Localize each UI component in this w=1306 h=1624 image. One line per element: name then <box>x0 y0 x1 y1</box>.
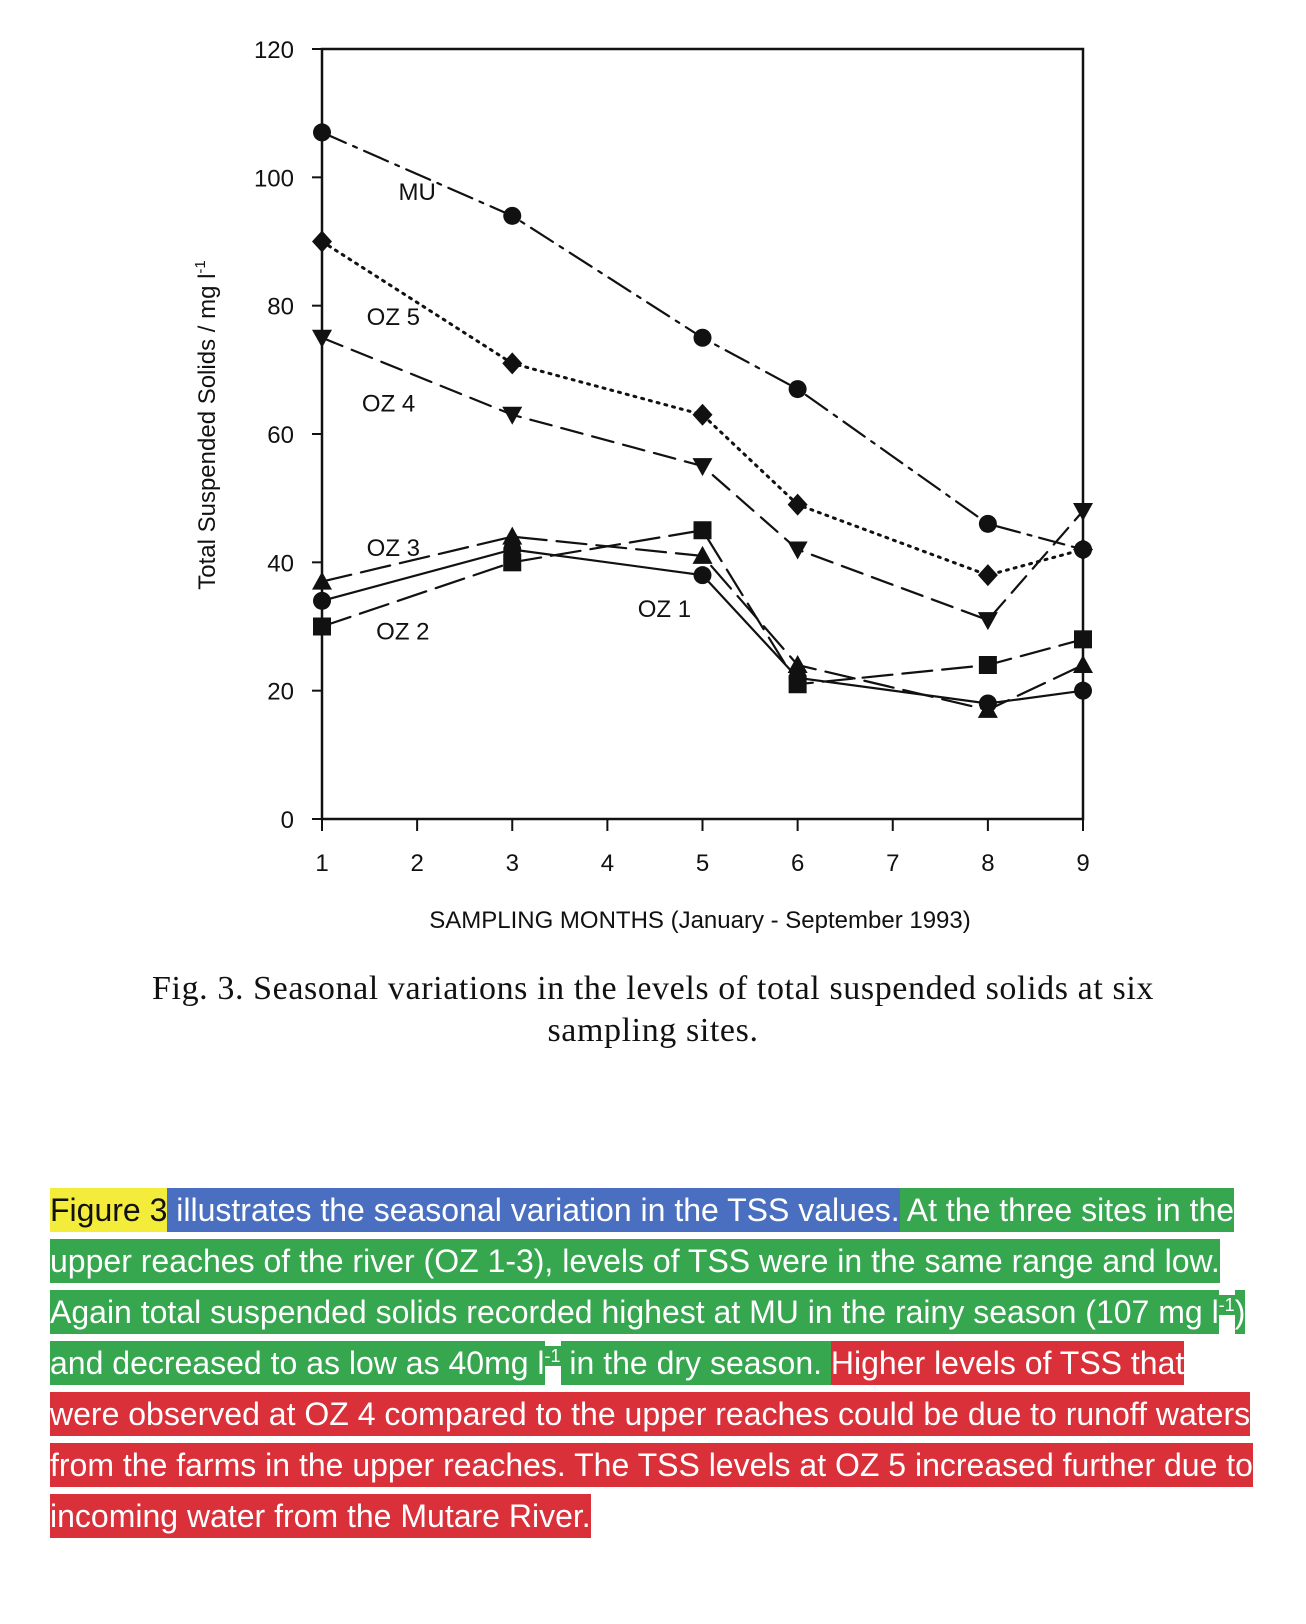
marker-oz2 <box>1074 630 1092 648</box>
marker-oz3 <box>1073 655 1093 673</box>
x-tick-label: 6 <box>790 850 805 877</box>
x-tick-label: 1 <box>315 850 329 877</box>
chart-series-labels <box>362 179 691 646</box>
marker-oz2 <box>313 618 331 636</box>
series-label-mu: MU <box>398 178 436 206</box>
paragraph-segment: illustrates the seasonal variation in the TSS values. <box>167 1188 899 1232</box>
marker-oz1 <box>694 566 712 584</box>
x-tick-label: 5 <box>695 850 710 877</box>
plot-frame <box>322 49 1083 819</box>
marker-oz1 <box>313 592 331 610</box>
paragraph-segment: Higher levels of TSS that were observed at OZ 4 compared to the upper reaches could be due to runoff waters from the farms in the upper reaches. The TSS levels at OZ 5 increased further due to incoming water from the Mutare River. <box>50 1341 1253 1538</box>
x-tick-label: 4 <box>600 850 615 877</box>
x-tick-label: 9 <box>1076 850 1090 877</box>
highlighted-paragraph <box>50 1185 1260 1542</box>
marker-oz4 <box>978 612 998 630</box>
marker-mu <box>979 515 997 533</box>
y-axis-title-superscript: -1 <box>192 260 209 274</box>
x-tick-label: 3 <box>505 850 519 877</box>
paragraph-segment: -1 <box>544 1346 561 1367</box>
y-tick-label: 100 <box>253 165 294 193</box>
marker-oz4 <box>788 542 808 560</box>
marker-oz2 <box>694 521 712 539</box>
y-tick-label: 20 <box>267 678 294 706</box>
x-axis-title: SAMPLING MONTHS (January - September 1993) <box>429 907 971 934</box>
series-label-oz2: OZ 2 <box>376 618 430 646</box>
y-tick-label: 0 <box>280 807 294 834</box>
x-tick-label: 8 <box>981 850 995 877</box>
series-label-oz4: OZ 4 <box>361 390 416 418</box>
series-label-oz5: OZ 5 <box>366 303 421 331</box>
marker-mu <box>789 380 807 398</box>
marker-mu <box>694 329 712 347</box>
marker-mu <box>313 123 331 141</box>
marker-oz5 <box>978 564 998 586</box>
marker-oz1 <box>789 669 807 687</box>
y-tick-label: 60 <box>267 422 294 449</box>
paragraph-segment: At the three sites in the upper reaches of the river (OZ 1-3), levels of TSS were in the same range and low. Again total suspended solids recorded highest at MU in the rainy season (107 mg l <box>50 1188 1234 1334</box>
marker-mu <box>503 207 521 225</box>
paragraph-segment: Figure 3 <box>50 1188 167 1232</box>
y-axis-title-text: Total Suspended Solids / mg l <box>194 273 221 590</box>
chart-axes <box>322 49 1083 819</box>
marker-oz5 <box>502 352 522 374</box>
series-label-oz3: OZ 3 <box>366 534 421 562</box>
marker-oz1 <box>1074 682 1092 700</box>
paragraph-segment: in the dry season. <box>561 1341 831 1385</box>
figure-caption: Fig. 3. Seasonal variations in the levels of total suspended solids at six sampling sites. <box>152 970 1154 1049</box>
x-tick-label: 7 <box>886 850 900 877</box>
marker-oz5 <box>312 231 332 253</box>
y-tick-label: 80 <box>267 293 294 321</box>
series-label-oz1: OZ 1 <box>637 595 692 623</box>
marker-oz1 <box>503 541 521 559</box>
paragraph-segment: ) and decreased to as low as 40mg l <box>50 1290 1245 1385</box>
paragraph-segment: -1 <box>1218 1295 1235 1316</box>
y-axis-title <box>192 260 221 590</box>
marker-oz4 <box>312 330 332 348</box>
y-tick-label: 120 <box>253 37 294 64</box>
marker-oz2 <box>979 656 997 674</box>
marker-oz1 <box>979 695 997 713</box>
y-tick-label: 40 <box>267 550 294 578</box>
marker-oz4 <box>693 458 713 476</box>
marker-oz5 <box>1073 539 1093 561</box>
x-tick-label: 2 <box>410 850 424 877</box>
